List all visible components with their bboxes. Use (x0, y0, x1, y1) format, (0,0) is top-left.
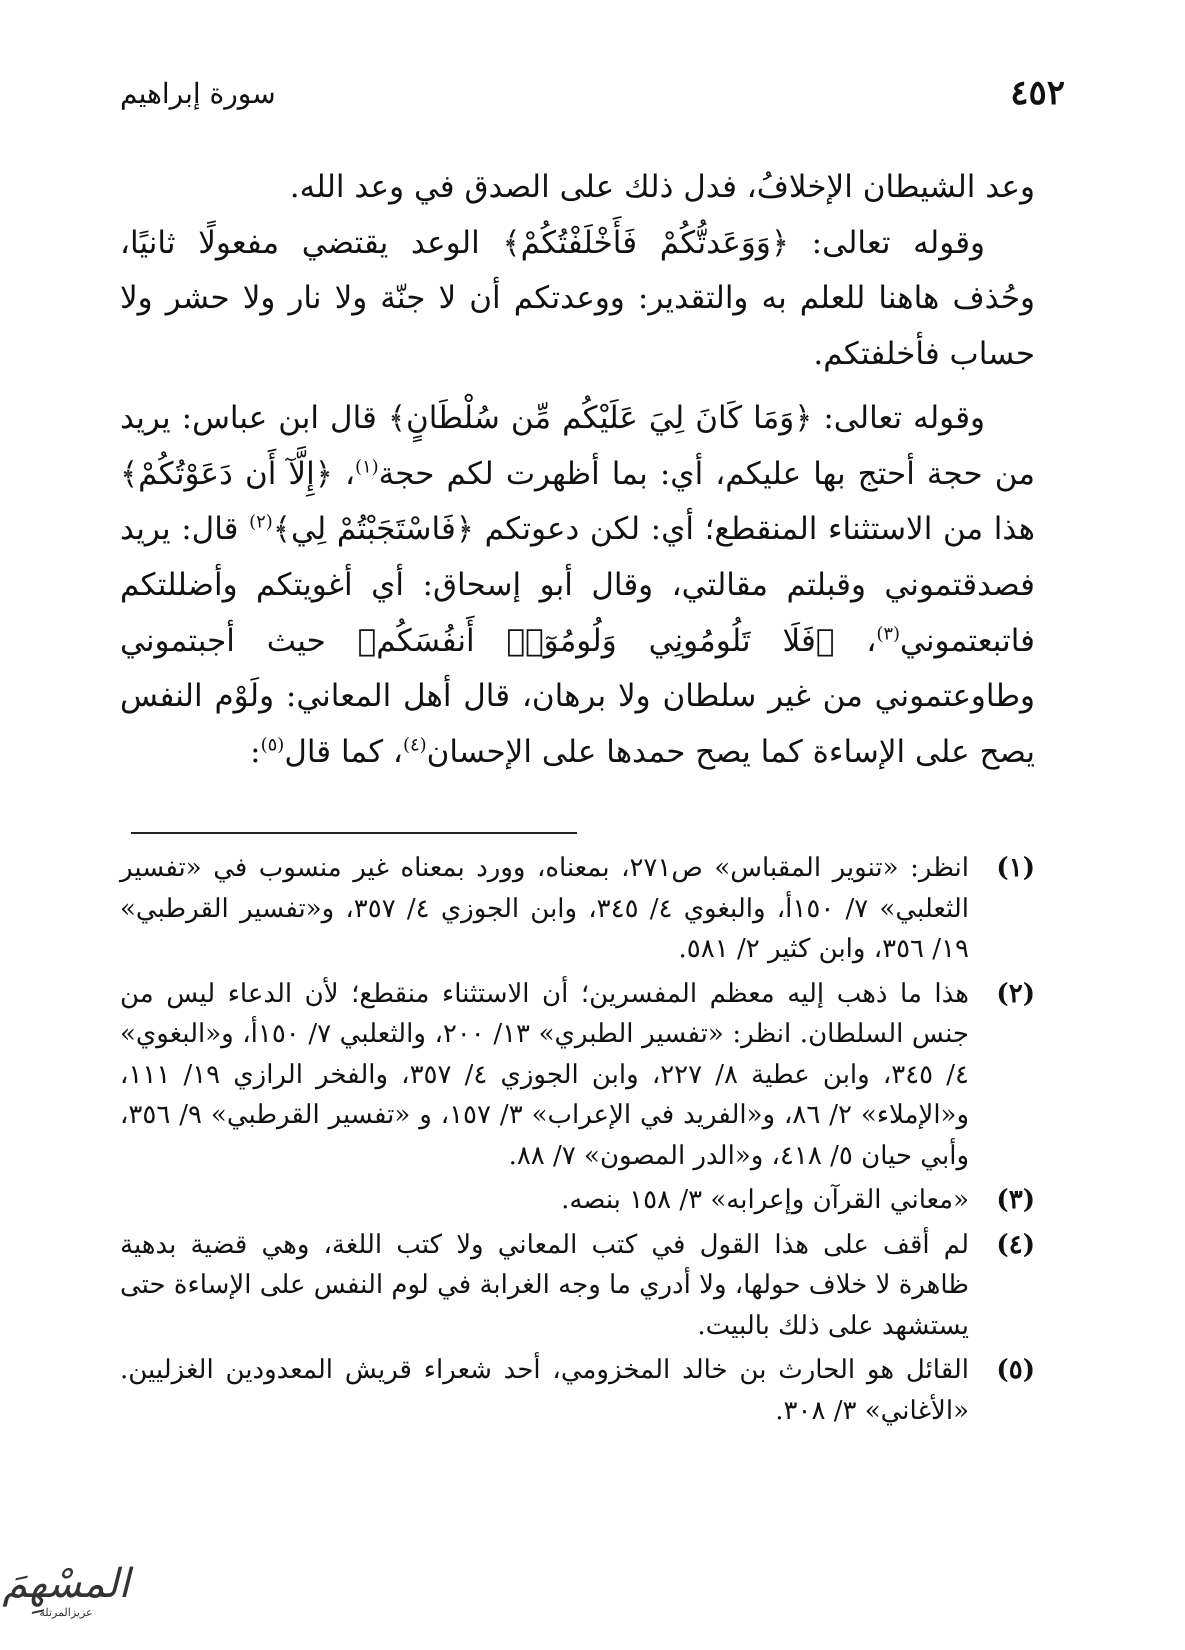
footnote-text: القائل هو الحارث بن خالد المخزومي، أحد شعراء قريش المعدودين الغزليين. «الأغاني» ٣/ ٣٠٨. (120, 1355, 970, 1426)
footnote-text: هذا ما ذهب إليه معظم المفسرين؛ أن الاستثناء منقطع؛ لأن الدعاء ليس من جنس السلطان. انظر: «تفسير الطبري» ١٣/ ٢٠٠، والثعلبي ٧/ ١٥٠أ، و«البغوي» ٤/ ٣٤٥، وابن عطية ٨/ ٢٢٧، وابن الجوزي ٤/ ٣٥٧، والفخر الرازي ١٩/ ١١١، و«الإملاء» ٢/ ٨٦، و«الفريد في الإعراب» ٣/ ١٥٧، و «تفسير القرطبي» ٩/ ٣٥٦، وأبي حيان ٥/ ٤١٨، و«الدر المصون» ٧/ ٨٨. (120, 978, 970, 1171)
text-span: وقوله تعالى: (789, 224, 985, 261)
footnotes (120, 848, 1035, 1435)
footnote-number: (٢) (996, 978, 1035, 1009)
text-span: حيث أجبتموني وطاوعتموني من غير سلطان ولا برهان، قال أهل المعاني: ولَوْم النفس يصح على الإساءة كما يصح حمدها على الإحسان (120, 622, 1035, 771)
footnote-text: «معاني القرآن وإعرابه» ٣/ ١٥٨ بنصه. (561, 1185, 969, 1215)
quran-verse: ﴿فَاسْتَجَبْتُمْ لِي﴾ (272, 511, 474, 548)
text-span: : (250, 734, 261, 771)
footnote (120, 974, 1035, 1177)
quran-verse: ﴿إِلَّآ أَن دَعَوْتُكُمْ﴾ (120, 455, 333, 492)
footnote (120, 848, 1035, 970)
quran-verse: ﴿فَلَا تَلُومُونِي وَلُومُوٓا۟ أَنفُسَكُم﴾ (357, 622, 835, 659)
text-span: وقوله تعالى: (812, 399, 985, 436)
footnote-ref: (٤) (402, 734, 427, 756)
quran-verse: ﴿وَمَا كَانَ لِيَ عَلَيْكُم مِّن سُلْطَانٍ﴾ (387, 399, 813, 436)
text-span: الوعد يقتضي مفعولًا ثانيًا، وحُذف هاهنا للعلم به والتقدير: ووعدتكم أن لا جنّة ولا نار ولا حشر ولا حساب فأخلفتكم. (120, 224, 1035, 373)
footnote-separator (131, 832, 577, 834)
paragraph-2 (120, 216, 1035, 383)
paragraph-1: وعد الشيطان الإخلافُ، فدل ذلك على الصدق في وعد الله. (289, 169, 1035, 205)
footnote-ref: (٢) (249, 511, 273, 533)
logo-mark: المسْهِمَ (2, 1561, 130, 1607)
text-span: هذا من الاستثناء المنقطع؛ أي: لكن دعوتكم (473, 511, 1035, 548)
footnote-text: انظر: «تنوير المقباس» ص٢٧١، بمعناه، وورد بمعناه غير منسوب في «تفسير الثعلبي» ٧/ ١٥٠أ، والبغوي ٤/ ٣٤٥، وابن الجوزي ٤/ ٣٥٧، و«تفسير القرطبي» ١٩/ ٣٥٦، وابن كثير ٢/ ٥٨١. (120, 853, 969, 964)
main-text (120, 160, 1035, 781)
text-span: قال ابن عباس: يريد من حجة أحتج بها عليكم، أي: بما أظهرت لكم حجة (120, 399, 1035, 492)
footnote-text: لم أقف على هذا القول في كتب المعاني ولا كتب اللغة، وهي قضية بدهية ظاهرة لا خلاف حولها، ولا أدري ما وجه الغرابة في لوم النفس على الإساءة حتى يستشهد على ذلك بالبيت. (120, 1229, 969, 1341)
text-span: ، (332, 455, 355, 492)
footnote-number: (٥) (996, 1355, 1035, 1385)
watermark-logo (2, 1552, 130, 1630)
footnote-number: (٤) (996, 1229, 1035, 1260)
footnote (120, 1350, 1035, 1431)
footnote (120, 1225, 1035, 1347)
text-span: قال: يريد فصدقتموني وقبلتم مقالتي، وقال أبو إسحاق: أي أغويتكم وأضللتكم فاتبعتموني (120, 511, 1035, 659)
quran-verse: ﴿وَوَعَدتُّكُمْ فَأَخْلَفْتُكُمْ﴾ (502, 224, 789, 261)
footnote (120, 1180, 1035, 1221)
page-header (120, 68, 1065, 118)
paragraph-3 (120, 391, 1035, 781)
page-number: ٤٥٢ (1010, 73, 1065, 113)
footnote-ref: (١) (354, 456, 379, 478)
footnote-ref: (٥) (260, 734, 285, 756)
logo-subtext: عزيزالمرتلة (39, 1606, 93, 1619)
footnote-ref: (٣) (876, 623, 901, 645)
surah-title: سورة إبراهيم (120, 76, 276, 110)
footnote-number: (١) (996, 853, 1035, 883)
text-span: ، (834, 622, 877, 659)
text-span: ، كما قال (284, 734, 403, 771)
footnote-number: (٣) (996, 1185, 1035, 1215)
